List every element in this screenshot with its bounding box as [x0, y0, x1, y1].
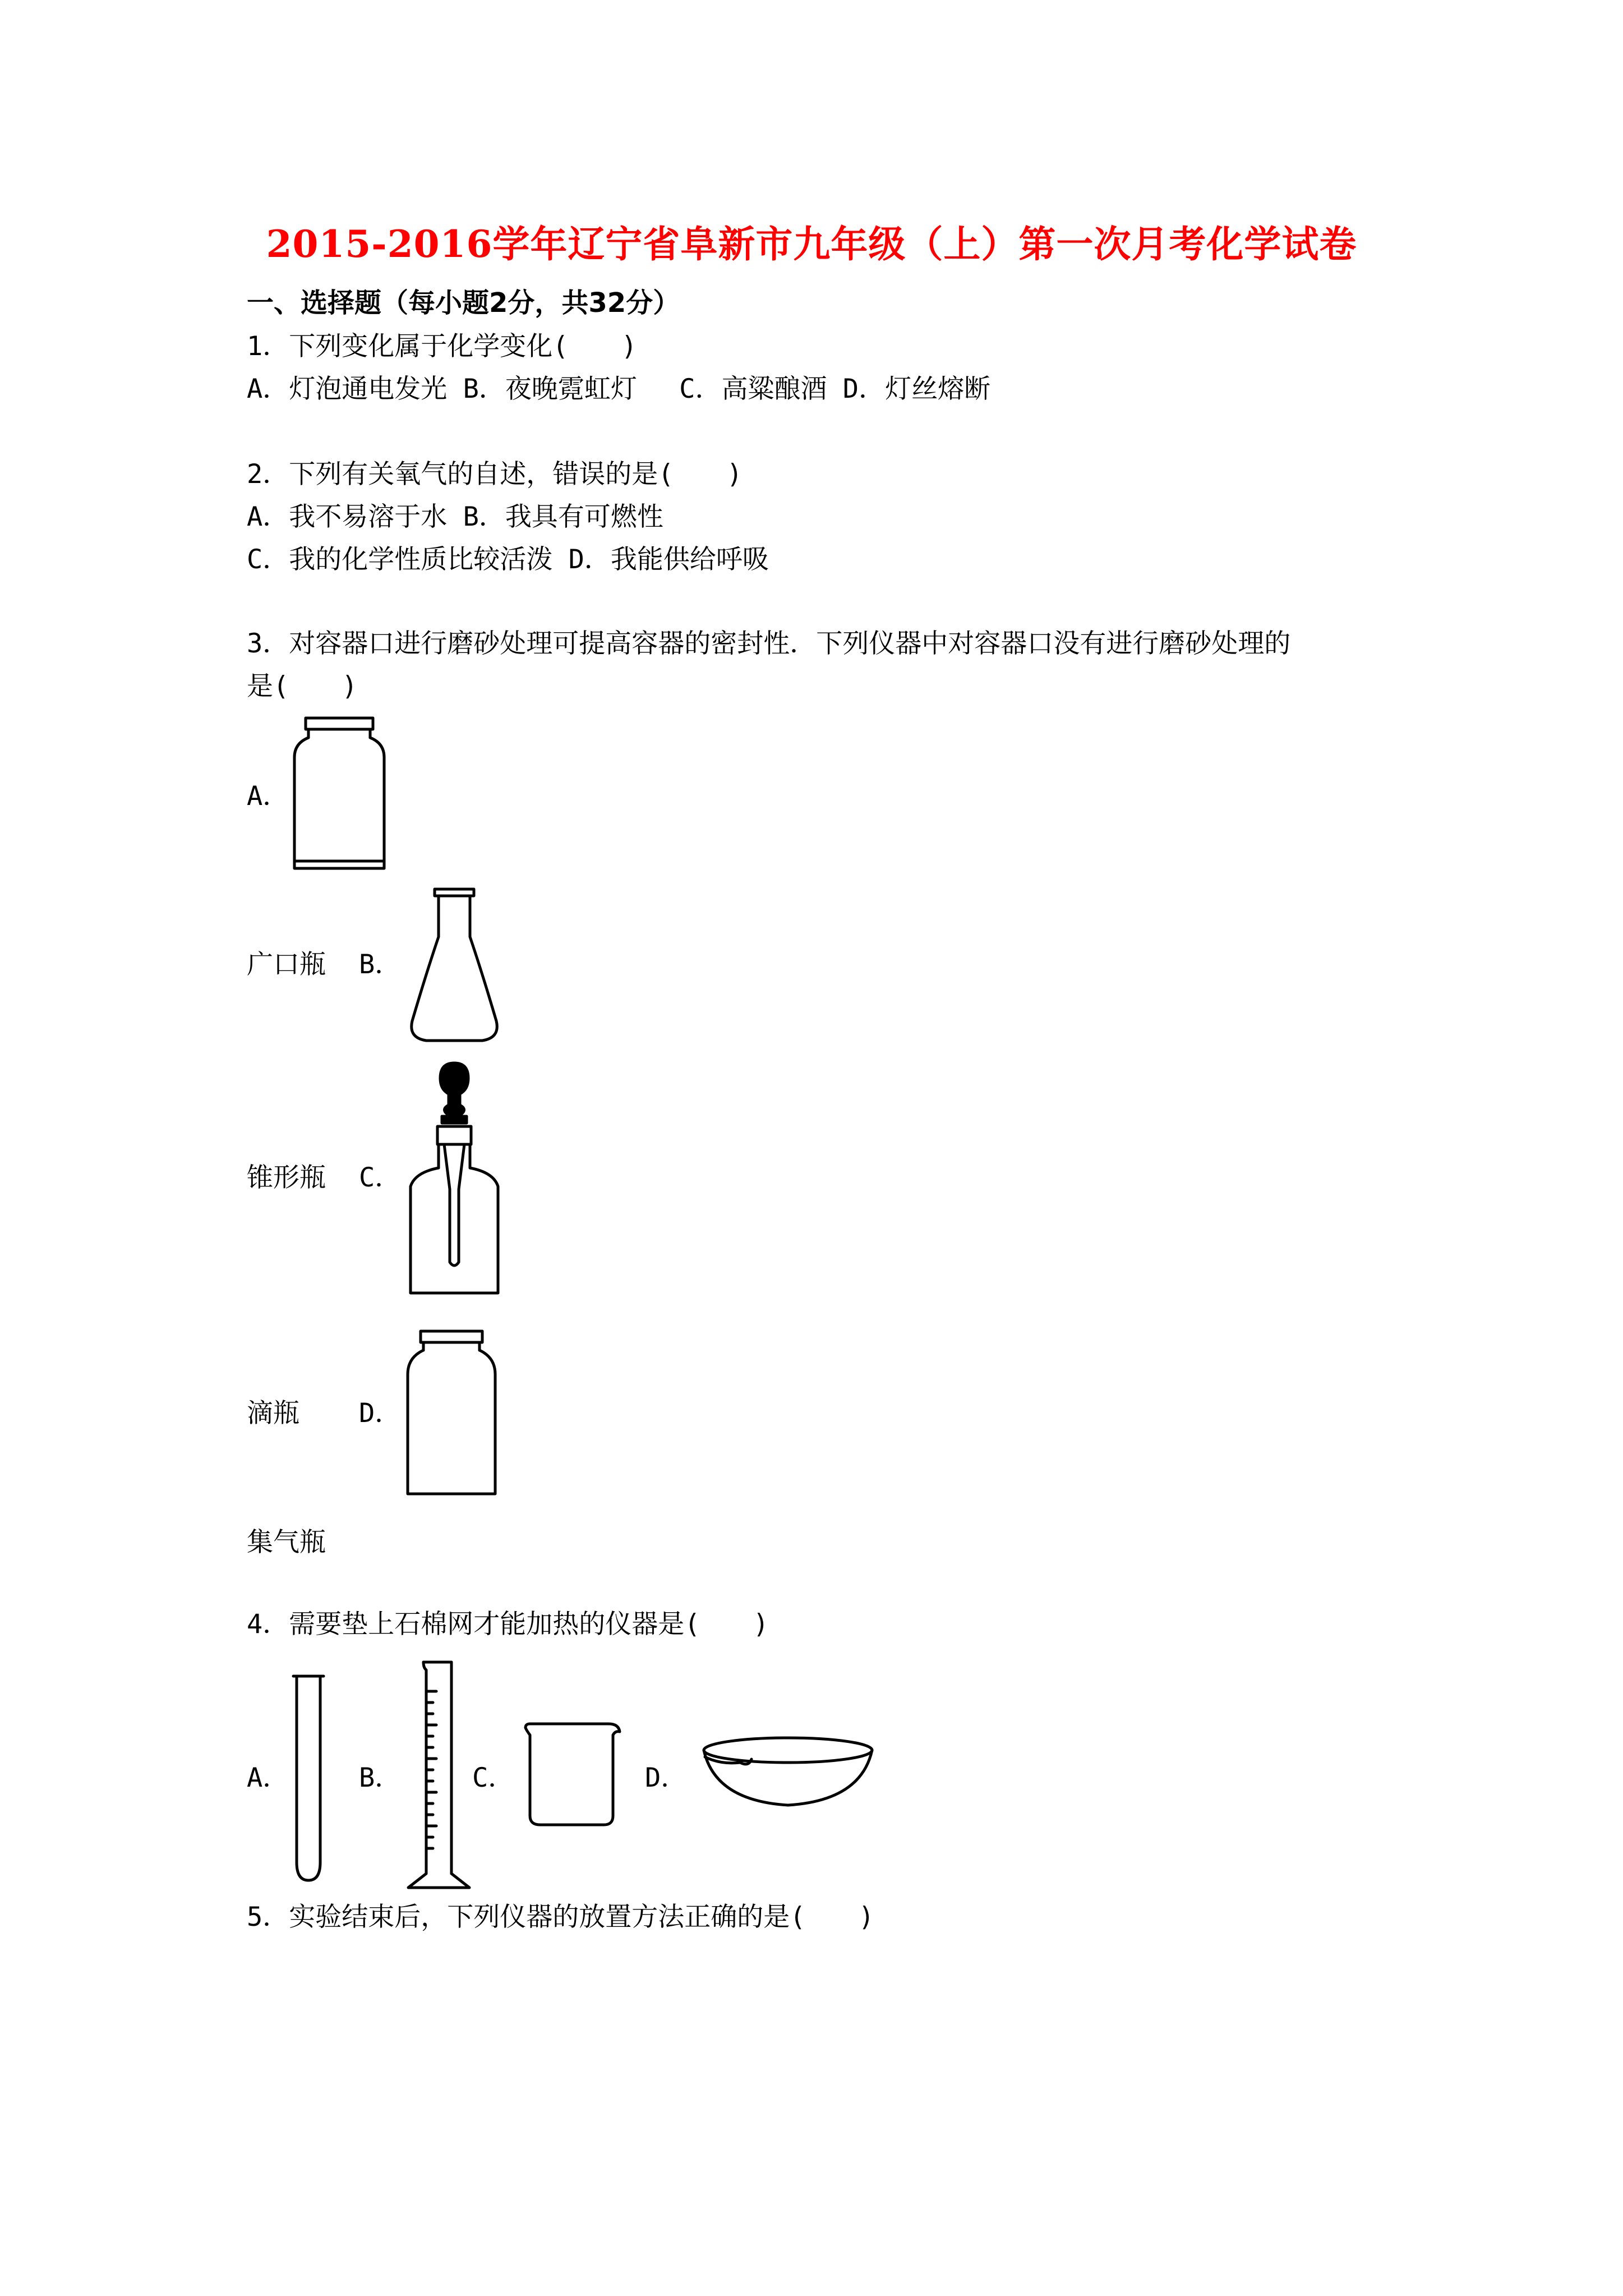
question-4-stem: 4．需要垫上石棉网才能加热的仪器是( ): [247, 1609, 769, 1640]
gas-collecting-bottle-icon: [401, 1327, 502, 1501]
wide-mouth-bottle-icon: [289, 712, 390, 875]
question-2-options-line2: C．我的化学性质比较活泼 D．我能供给呼吸: [247, 544, 769, 575]
question-3-option-a-caption: 广口瓶: [247, 949, 326, 980]
question-4-option-b-letter: B．: [359, 1763, 402, 1793]
question-4-option-d-letter: D．: [645, 1763, 688, 1793]
question-3-option-b-caption: 锥形瓶: [247, 1162, 326, 1193]
question-3-option-c-letter: C．: [359, 1162, 402, 1193]
question-3-option-b-letter: B．: [359, 949, 402, 980]
section-heading: 一、选择题（每小题2分，共32分）: [247, 287, 680, 319]
beaker-icon: [519, 1719, 625, 1832]
question-4-option-c-letter: C．: [472, 1763, 515, 1793]
question-5-stem: 5．实验结束后，下列仪器的放置方法正确的是( ): [247, 1902, 874, 1932]
question-2-options-line1: A．我不易溶于水 B．我具有可燃性: [247, 501, 663, 532]
test-tube-icon: [289, 1672, 328, 1885]
graduated-cylinder-icon: [404, 1658, 474, 1893]
evaporating-dish-icon: [698, 1733, 878, 1812]
question-3-stem-line2: 是( ): [247, 671, 358, 702]
question-2-stem: 2．下列有关氧气的自述，错误的是( ): [247, 459, 743, 490]
question-3-option-c-caption: 滴瓶: [247, 1398, 299, 1429]
question-3-option-d-letter: D．: [359, 1398, 402, 1429]
page-title: 2015-2016学年辽宁省阜新市九年级（上）第一次月考化学试卷: [266, 222, 1357, 266]
dropper-bottle-icon: [404, 1060, 505, 1301]
question-4-option-a-letter: A．: [247, 1763, 289, 1793]
question-3-option-d-caption: 集气瓶: [247, 1527, 326, 1558]
question-3-option-a-letter: A．: [247, 781, 289, 812]
question-3-stem-line1: 3．对容器口进行磨砂处理可提高容器的密封性．下列仪器中对容器口没有进行磨砂处理的: [247, 628, 1291, 659]
question-1-stem: 1．下列变化属于化学变化( ): [247, 331, 637, 362]
question-1-options: A．灯泡通电发光 B．夜晚霓虹灯 C．高粱酿酒 D．灯丝熔断: [247, 374, 991, 404]
erlenmeyer-flask-icon: [404, 884, 505, 1046]
